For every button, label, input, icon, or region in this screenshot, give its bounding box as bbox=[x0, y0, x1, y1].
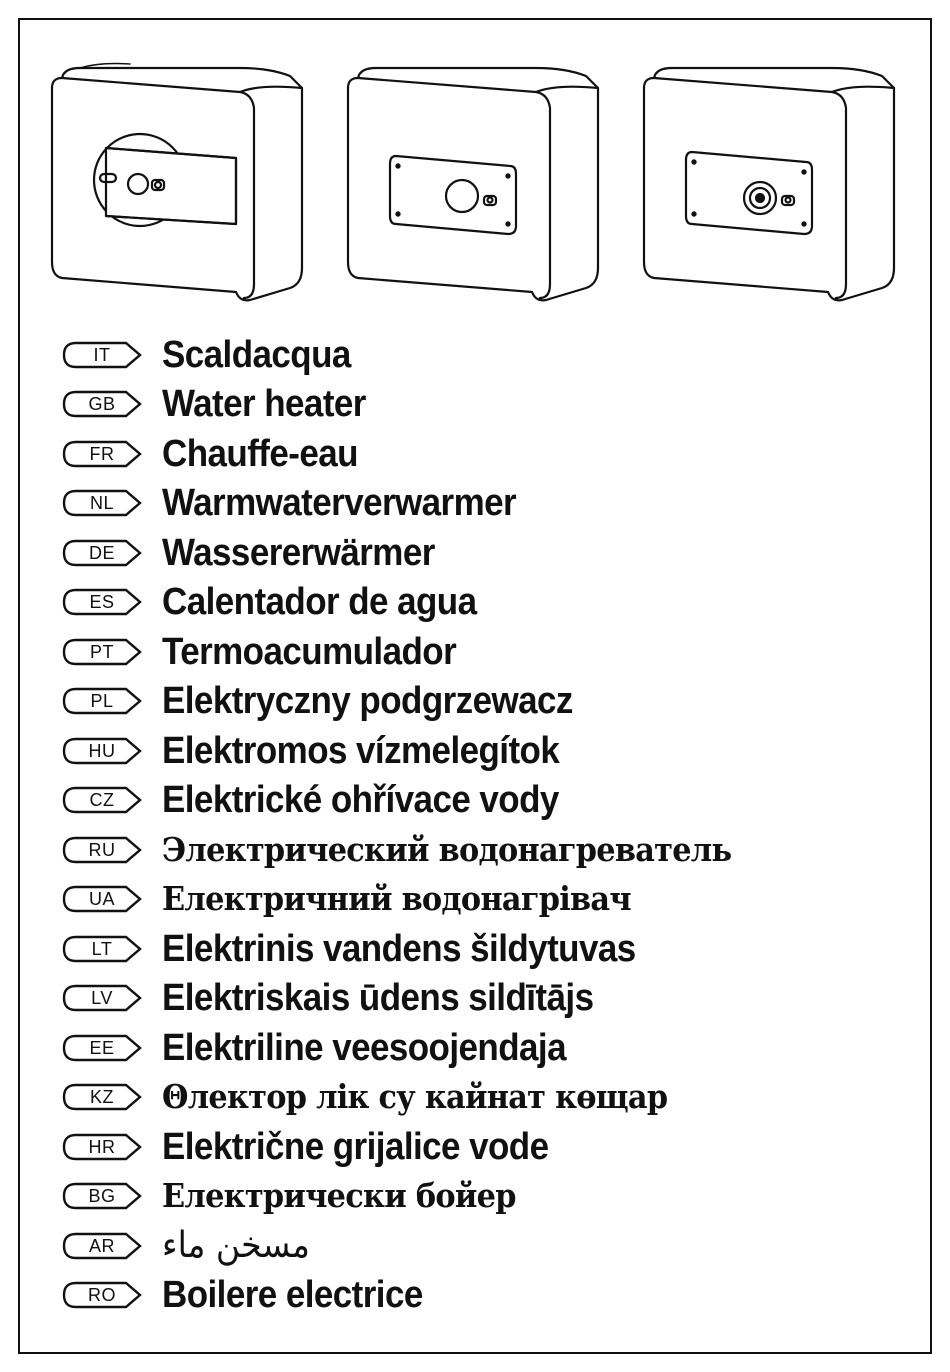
language-code-badge bbox=[62, 1133, 142, 1161]
language-code-badge bbox=[62, 935, 142, 963]
language-row bbox=[62, 380, 922, 430]
language-code: RU bbox=[88, 839, 116, 860]
language-code: HR bbox=[88, 1136, 116, 1157]
water-heater-model-2 bbox=[348, 68, 598, 300]
language-code-badge bbox=[62, 1034, 142, 1062]
language-row bbox=[62, 1172, 922, 1222]
language-row bbox=[62, 1221, 922, 1271]
product-name-label: Chauffe-eau bbox=[162, 432, 358, 475]
product-name-label: Електрически бойер bbox=[162, 1176, 516, 1216]
language-code-badge bbox=[62, 1182, 142, 1210]
language-row bbox=[62, 1122, 922, 1172]
language-code-badge bbox=[62, 836, 142, 864]
product-name-label: Elektrické ohřívace vody bbox=[162, 779, 559, 822]
language-row bbox=[62, 1073, 922, 1123]
water-heater-model-1 bbox=[52, 64, 302, 301]
water-heater-illustrations bbox=[40, 48, 920, 318]
language-list bbox=[62, 330, 922, 1320]
language-code: LT bbox=[91, 938, 113, 959]
language-code-badge bbox=[62, 687, 142, 715]
language-code-badge bbox=[62, 786, 142, 814]
language-code-badge bbox=[62, 638, 142, 666]
language-row bbox=[62, 974, 922, 1024]
language-code: UA bbox=[88, 889, 115, 910]
language-code: RO bbox=[88, 1285, 116, 1306]
language-code-badge bbox=[62, 588, 142, 616]
language-row bbox=[62, 578, 922, 628]
language-code-badge bbox=[62, 390, 142, 418]
language-code-badge bbox=[62, 1232, 142, 1260]
product-name-label: Scaldacqua bbox=[162, 333, 351, 376]
product-name-label: Termoacumulador bbox=[162, 630, 457, 673]
language-row bbox=[62, 875, 922, 925]
language-code: PL bbox=[90, 691, 114, 712]
product-name-label: مسخن ماء bbox=[162, 1224, 310, 1266]
product-name-label: Warmwaterverwarmer bbox=[162, 482, 517, 525]
language-row bbox=[62, 825, 922, 875]
language-code: DE bbox=[88, 542, 115, 563]
language-code: CZ bbox=[89, 790, 115, 811]
product-name-label: Elektrinis vandens šildytuvas bbox=[162, 927, 636, 970]
language-code: LV bbox=[91, 988, 113, 1009]
language-code: GB bbox=[88, 394, 116, 415]
product-name-label: Электрический водонагреватель bbox=[162, 829, 732, 869]
language-row bbox=[62, 330, 922, 380]
language-code-badge bbox=[62, 1281, 142, 1309]
language-code: IT bbox=[93, 344, 111, 365]
language-row bbox=[62, 1271, 922, 1321]
language-code: ES bbox=[89, 592, 115, 613]
language-code-badge bbox=[62, 489, 142, 517]
product-name-label: Elektromos vízmelegítok bbox=[162, 729, 560, 772]
language-row bbox=[62, 776, 922, 826]
language-code: KZ bbox=[89, 1087, 114, 1108]
language-row bbox=[62, 726, 922, 776]
product-name-label: Θлектор лiк су кайнат көщар bbox=[162, 1077, 668, 1117]
language-code: NL bbox=[89, 493, 114, 514]
product-name-label: Elektriline veesoojendaja bbox=[162, 1026, 566, 1069]
language-code-badge bbox=[62, 440, 142, 468]
language-code: HU bbox=[88, 740, 116, 761]
product-name-label: Elektryczny podgrzewacz bbox=[162, 680, 573, 723]
language-row bbox=[62, 924, 922, 974]
language-row bbox=[62, 627, 922, 677]
product-name-label: Water heater bbox=[162, 383, 366, 426]
language-code-badge bbox=[62, 737, 142, 765]
language-code: AR bbox=[88, 1235, 115, 1256]
product-name-label: Električne grijalice vode bbox=[162, 1125, 549, 1168]
product-name-label: Elektriskais ūdens sildītājs bbox=[162, 977, 594, 1020]
language-code-badge bbox=[62, 1083, 142, 1111]
language-code-badge bbox=[62, 341, 142, 369]
water-heater-model-3 bbox=[644, 68, 894, 300]
product-name-label: Електричний водонагрiвач bbox=[162, 879, 631, 919]
language-row bbox=[62, 528, 922, 578]
language-code-badge bbox=[62, 539, 142, 567]
language-row bbox=[62, 479, 922, 529]
language-code: EE bbox=[89, 1037, 115, 1058]
language-row bbox=[62, 429, 922, 479]
language-code: BG bbox=[88, 1186, 116, 1207]
language-code: PT bbox=[89, 641, 114, 662]
language-code: FR bbox=[89, 443, 115, 464]
product-name-label: Wassererwärmer bbox=[162, 531, 435, 574]
language-row bbox=[62, 1023, 922, 1073]
product-name-label: Calentador de agua bbox=[162, 581, 477, 624]
language-row bbox=[62, 677, 922, 727]
product-name-label: Boilere electrice bbox=[162, 1274, 423, 1317]
language-code-badge bbox=[62, 984, 142, 1012]
language-code-badge bbox=[62, 885, 142, 913]
